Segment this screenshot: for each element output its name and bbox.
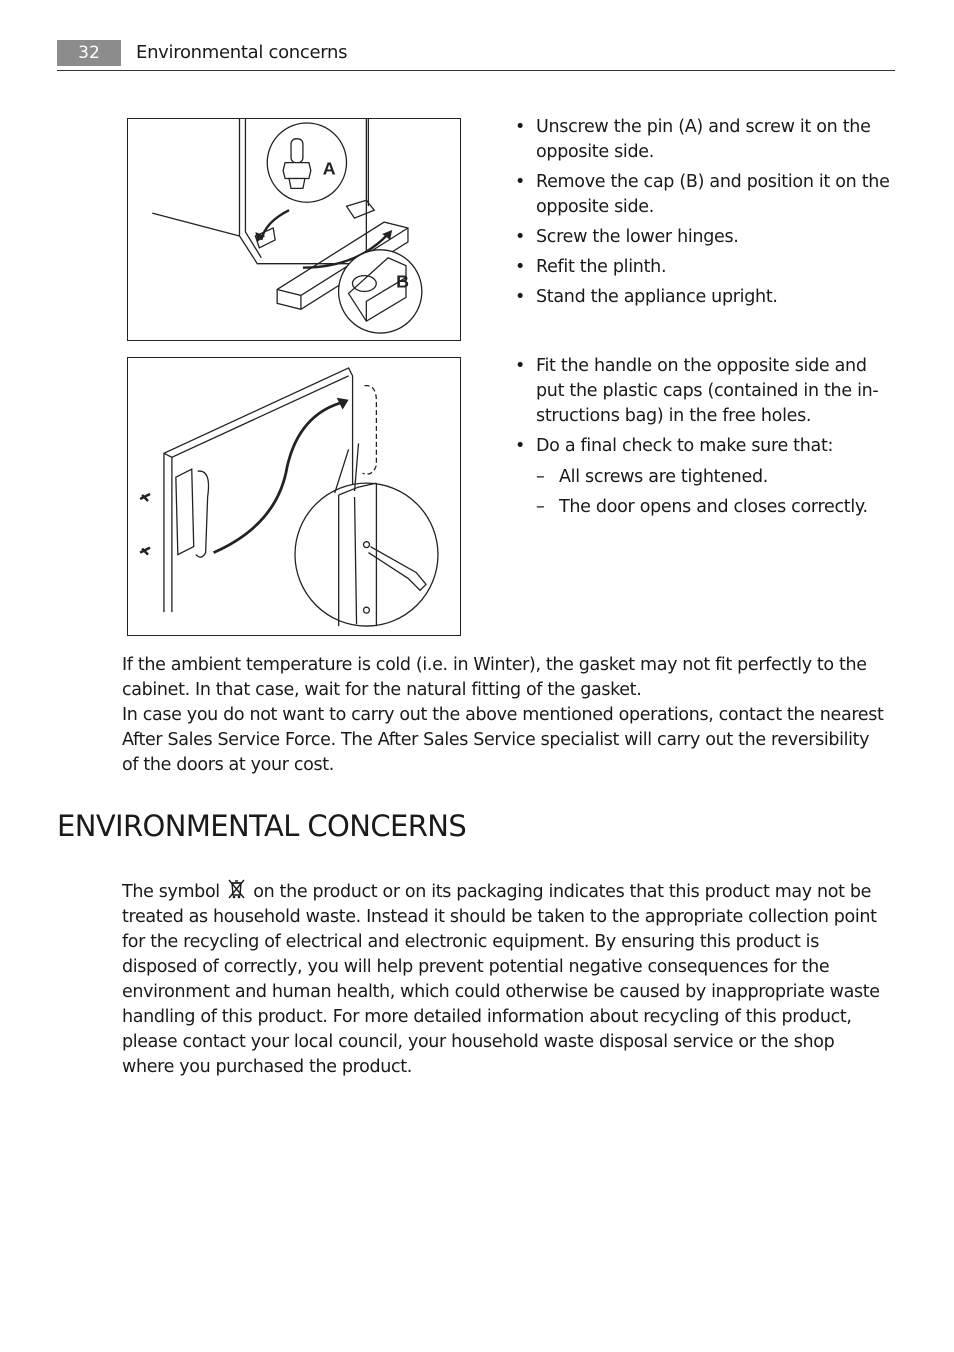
environmental-paragraph xyxy=(122,878,887,1080)
dash-icon: – xyxy=(536,497,545,517)
dash-icon: – xyxy=(536,467,545,487)
label-b: B xyxy=(396,271,409,292)
list-item: – All screws are tightened. xyxy=(536,465,897,490)
bullet-icon: • xyxy=(515,227,526,247)
bullet-icon: • xyxy=(515,356,526,376)
crossed-out-wheelie-bin-icon xyxy=(227,878,246,900)
symbol-prefix: The symbol xyxy=(122,882,220,902)
symbol-explanation: on the product or on its packaging indicates that this product may not be treated as household waste. Instead it should be taken to the appropriate collection point for the recycling of electrical and electronic equipment. By ensuring this product is disposed of correctly, you will help prevent potential negative consequences for the environment and human health, which could otherwise be caused by inappropriate waste handling of this product. For more detailed information about recycling of this product, please contact your local council, your household waste disposal service or the shop where you purchased the product. xyxy=(122,882,880,1077)
hinge-plinth-illustration xyxy=(127,118,461,341)
header-section-title: Environmental concerns xyxy=(136,42,348,63)
list-item: • Refit the plinth. xyxy=(512,255,897,280)
door-handle-illustration xyxy=(127,357,461,636)
bullet-icon: • xyxy=(515,117,526,137)
header-rule xyxy=(57,70,895,71)
list-item: • Fit the handle on the opposite side and put the plastic caps (contained in the in-structions bag) in the free holes. xyxy=(515,356,879,426)
bullet-icon: • xyxy=(515,172,526,192)
instruction-list-handle xyxy=(512,354,897,525)
final-check-list xyxy=(536,465,897,520)
page-number: 32 xyxy=(57,40,121,66)
list-item: • Do a final check to make sure that: – All screws are tightened. – The door opens and closes correctly. xyxy=(512,434,897,520)
list-item: • Remove the cap (B) and position it on the opposite side. xyxy=(515,172,890,217)
ambient-temperature-note: If the ambient temperature is cold (i.e. in Winter), the gasket may not fit perfectly to the cabinet. In that case, wait for the natural fitting of the gasket. xyxy=(122,655,867,700)
label-a: A xyxy=(322,158,336,179)
instruction-list-hinges xyxy=(512,115,897,315)
section-heading: ENVIRONMENTAL CONCERNS xyxy=(57,809,467,843)
bullet-icon: • xyxy=(515,287,526,307)
list-item: • Stand the appliance upright. xyxy=(512,285,897,310)
list-item: • Screw the lower hinges. xyxy=(512,225,897,250)
bullet-icon: • xyxy=(515,436,526,456)
after-sales-service-note: In case you do not want to carry out the above mentioned operations, contact the nearest After Sales Service Force. The After Sales Service specialist will carry out the reversibility of the doors at your cost. xyxy=(122,705,884,775)
list-item: – The door opens and closes correctly. xyxy=(536,495,897,520)
bullet-icon: • xyxy=(515,257,526,277)
list-item: • Unscrew the pin (A) and screw it on the opposite side. xyxy=(515,117,871,162)
